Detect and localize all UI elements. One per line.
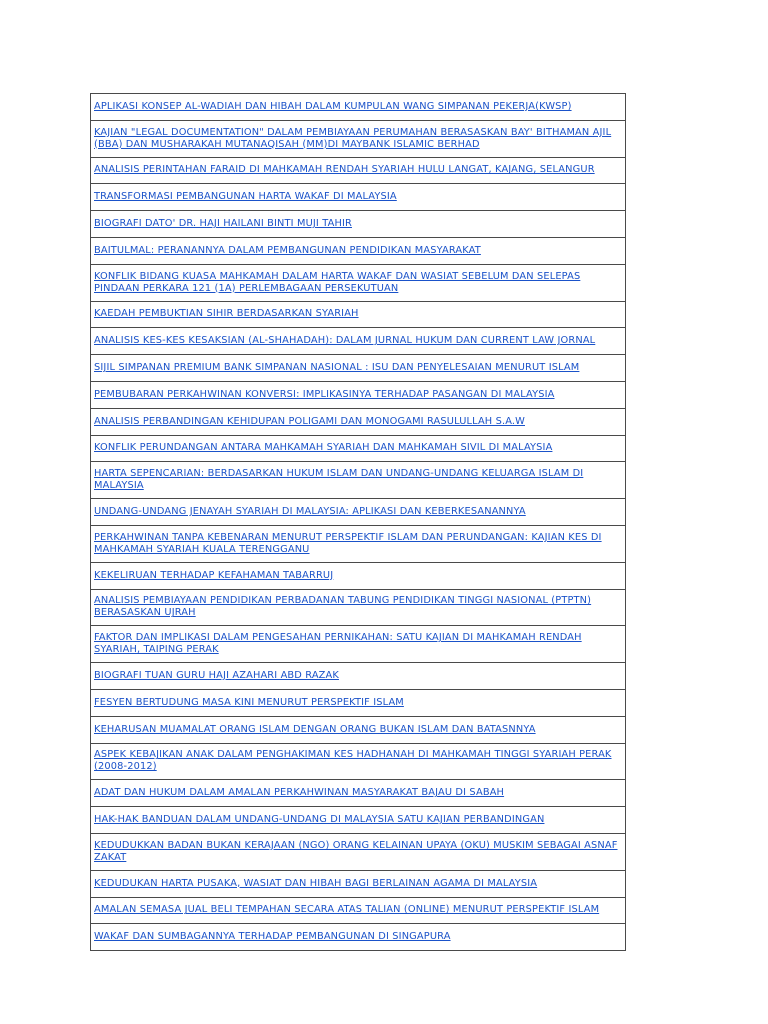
table-row <box>91 264 626 301</box>
thesis-title-link[interactable]: KAEDAH PEMBUKTIAN SIHIR BERDASARKAN SYARIAH <box>94 308 359 320</box>
table-row <box>91 94 626 121</box>
table-cell <box>91 562 626 589</box>
thesis-title-link[interactable]: ANALISIS KES-KES KESAKSIAN (AL-SHAHADAH): DALAM JURNAL HUKUM DAN CURRENT LAW JORNAL <box>94 335 596 347</box>
thesis-title-link[interactable]: KEKELIRUAN TERHADAP KEFAHAMAN TABARRUJ <box>94 569 334 581</box>
table-cell <box>91 301 626 328</box>
thesis-title-link[interactable]: UNDANG-UNDANG JENAYAH SYARIAH DI MALAYSIA: APLIKASI DAN KEBERKESANANNYA <box>94 506 526 518</box>
thesis-title-link[interactable]: PERKAHWINAN TANPA KEBENARAN MENURUT PERSPEKTIF ISLAM DAN PERUNDANGAN: KAJIAN KES DI MAHKAMAH SYARIAH KUALA TERENGGANU <box>94 531 602 555</box>
table-row <box>91 157 626 184</box>
table-cell <box>91 833 626 870</box>
table-row <box>91 499 626 526</box>
table-cell <box>91 94 626 121</box>
thesis-title-link[interactable]: TRANSFORMASI PEMBANGUNAN HARTA WAKAF DI MALAYSIA <box>94 191 397 203</box>
table-cell <box>91 328 626 355</box>
thesis-title-link[interactable]: KONFLIK PERUNDANGAN ANTARA MAHKAMAH SYARIAH DAN MAHKAMAH SIVIL DI MALAYSIA <box>94 442 553 454</box>
table-row <box>91 743 626 780</box>
thesis-title-link[interactable]: PEMBUBARAN PERKAHWINAN KONVERSI: IMPLIKASINYA TERHADAP PASANGAN DI MALAYSIA <box>94 388 555 400</box>
table-row <box>91 211 626 238</box>
table-row <box>91 870 626 897</box>
table-cell <box>91 807 626 834</box>
thesis-title-link[interactable]: HAK-HAK BANDUAN DALAM UNDANG-UNDANG DI MALAYSIA SATU KAJIAN PERBANDINGAN <box>94 814 545 826</box>
table-cell <box>91 689 626 716</box>
table-row <box>91 408 626 435</box>
thesis-title-link[interactable]: BIOGRAFI DATO' DR. HAJI HAILANI BINTI MUJI TAHIR <box>94 218 352 230</box>
table-row <box>91 562 626 589</box>
thesis-title-link[interactable]: FAKTOR DAN IMPLIKASI DALAM PENGESAHAN PERNIKAHAN: SATU KAJIAN DI MAHKAMAH RENDAH SYARIAH, TAIPING PERAK <box>94 632 582 656</box>
table-cell <box>91 870 626 897</box>
thesis-title-link[interactable]: ANALISIS PEMBIAYAAN PENDIDIKAN PERBADANAN TABUNG PENDIDIKAN TINGGI NASIONAL (PTPTN) BERASASKAN UJRAH <box>94 595 592 619</box>
thesis-title-link[interactable]: HARTA SEPENCARIAN: BERDASARKAN HUKUM ISLAM DAN UNDANG-UNDANG KELUARGA ISLAM DI MALAYSIA <box>94 468 584 492</box>
thesis-title-link[interactable]: ANALISIS PERINTAHAN FARAID DI MAHKAMAH RENDAH SYARIAH HULU LANGAT, KAJANG, SELANGUR <box>94 164 595 176</box>
table-cell <box>91 435 626 462</box>
table-row <box>91 897 626 924</box>
table-row <box>91 355 626 382</box>
table-cell <box>91 663 626 690</box>
table-row <box>91 301 626 328</box>
table-cell <box>91 211 626 238</box>
table-cell <box>91 525 626 562</box>
table-row <box>91 525 626 562</box>
table-cell <box>91 355 626 382</box>
thesis-title-link[interactable]: ASPEK KEBAJIKAN ANAK DALAM PENGHAKIMAN KES HADHANAH DI MAHKAMAH TINGGI SYARIAH PERAK (2008-2012) <box>94 749 612 773</box>
table-row <box>91 663 626 690</box>
table-row <box>91 924 626 951</box>
thesis-title-link[interactable]: WAKAF DAN SUMBAGANNYA TERHADAP PEMBANGUNAN DI SINGAPURA <box>94 931 451 943</box>
table-cell <box>91 780 626 807</box>
table-cell <box>91 237 626 264</box>
table-cell <box>91 626 626 663</box>
thesis-title-link[interactable]: KONFLIK BIDANG KUASA MAHKAMAH DALAM HARTA WAKAF DAN WASIAT SEBELUM DAN SELEPAS PINDAAN PERKARA 121 (1A) PERLEMBAGAAN PERSEKUTUAN <box>94 270 581 294</box>
thesis-title-link[interactable]: KEDUDUKKAN BADAN BUKAN KERAJAAN (NGO) ORANG KELAINAN UPAYA (OKU) MUSKIM SEBAGAI ASNAF ZAKAT <box>94 839 618 863</box>
table-row <box>91 435 626 462</box>
table-row <box>91 833 626 870</box>
table-row <box>91 716 626 743</box>
table-cell <box>91 924 626 951</box>
table-cell <box>91 264 626 301</box>
table-row <box>91 589 626 626</box>
table-body <box>91 94 626 951</box>
table-cell <box>91 408 626 435</box>
table-cell <box>91 716 626 743</box>
table-row <box>91 780 626 807</box>
table-cell <box>91 381 626 408</box>
table-row <box>91 237 626 264</box>
thesis-title-link[interactable]: KEDUDUKAN HARTA PUSAKA, WASIAT DAN HIBAH BAGI BERLAINAN AGAMA DI MALAYSIA <box>94 877 538 889</box>
table-row <box>91 626 626 663</box>
thesis-title-link[interactable]: BAITULMAL: PERANANNYA DALAM PEMBANGUNAN PENDIDIKAN MASYARAKAT <box>94 244 481 256</box>
table-cell <box>91 462 626 499</box>
table-row <box>91 328 626 355</box>
thesis-title-link[interactable]: BIOGRAFI TUAN GURU HAJI AZAHARI ABD RAZAK <box>94 670 339 682</box>
thesis-title-link[interactable]: KAJIAN "LEGAL DOCUMENTATION" DALAM PEMBIAYAAN PERUMAHAN BERASASKAN BAY' BITHAMAN AJIL (BBA) DAN MUSHARAKAH MUTANAQISAH (MM)DI MAYBANK ISLAMIC BERHAD <box>94 126 612 150</box>
table-cell <box>91 120 626 157</box>
table-cell <box>91 184 626 211</box>
thesis-title-link[interactable]: FESYEN BERTUDUNG MASA KINI MENURUT PERSPEKTIF ISLAM <box>94 696 404 708</box>
table-row <box>91 120 626 157</box>
table-cell <box>91 897 626 924</box>
table-cell <box>91 589 626 626</box>
thesis-title-link[interactable]: KEHARUSAN MUAMALAT ORANG ISLAM DENGAN ORANG BUKAN ISLAM DAN BATASNNYA <box>94 723 536 735</box>
table-row <box>91 462 626 499</box>
thesis-title-table <box>90 93 626 951</box>
thesis-title-link[interactable]: SIJIL SIMPANAN PREMIUM BANK SIMPANAN NASIONAL : ISU DAN PENYELESAIAN MENURUT ISLAM <box>94 362 580 374</box>
thesis-title-link[interactable]: APLIKASI KONSEP AL-WADIAH DAN HIBAH DALAM KUMPULAN WANG SIMPANAN PEKERJA(KWSP) <box>94 100 572 112</box>
table-row <box>91 381 626 408</box>
table-row <box>91 807 626 834</box>
table-cell <box>91 157 626 184</box>
table-cell <box>91 743 626 780</box>
table-cell <box>91 499 626 526</box>
table-row <box>91 689 626 716</box>
thesis-title-link[interactable]: ADAT DAN HUKUM DALAM AMALAN PERKAHWINAN MASYARAKAT BAJAU DI SABAH <box>94 787 505 799</box>
thesis-title-link[interactable]: AMALAN SEMASA JUAL BELI TEMPAHAN SECARA ATAS TALIAN (ONLINE) MENURUT PERSPEKTIF ISLAM <box>94 904 600 916</box>
table-row <box>91 184 626 211</box>
thesis-title-link[interactable]: ANALISIS PERBANDINGAN KEHIDUPAN POLIGAMI DAN MONOGAMI RASULULLAH S.A.W <box>94 415 525 427</box>
